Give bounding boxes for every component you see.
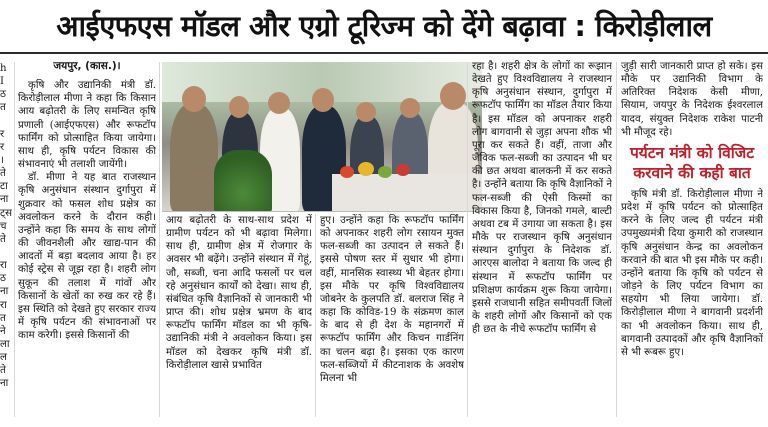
section-subheading: पर्यटन मंत्री को विजिट करवाने की कही बात	[629, 143, 755, 182]
edge-fragment-char: ठ	[0, 273, 6, 285]
edge-fragment-char: ते	[0, 168, 6, 180]
paragraph: कृषि और उद्यानिकी मंत्री डॉ. किरोड़ीलाल मीणा ने कहा कि किसान आय बढ़ोतरी के लिए समन्वित कृषि प्रणाली (आईएफएस) और रूफटॉप फार्मिंग को प्रोत्साहित किया जायेगा। साथ ही, कृषि पर्यटन विकास की संभावनाएं भी तलाशी जायेंगी।	[18, 80, 156, 171]
edge-fragment-char	[0, 115, 12, 128]
column-divider	[14, 62, 15, 417]
edge-fragment-char: ने	[0, 325, 6, 337]
edge-fragment-char: रा	[0, 260, 7, 272]
paragraph: जुड़ी सारी जानकारी प्राप्त हो सके। इस मौके पर उद्यानिकी विभाग के अतिरिक्त निदेशक केसी मीणा, सियाम, जयपुर के निदेशक ईश्वरलाल यादव, संयुक्त निदेशक राकेश पाटनी भी मौजूद रहे।	[621, 61, 763, 138]
edge-fragment-char: ते	[0, 233, 6, 245]
edge-fragment-char: ते	[0, 365, 6, 377]
edge-fragment-char: ।	[0, 154, 4, 166]
paragraph: आय बढ़ोतरी के साथ-साथ प्रदेश में ग्रामीण पर्यटन को भी बढ़ावा मिलेगा। साथ ही, ग्रामीण क्षेत्र में रोजगार के अवसर भी बढ़ेंगे। उन्होंने संस्थान में गेहूं, जौ, सब्जी, चना आदि फसलों पर चल रहे अनुसंधान कार्यों को देखा। साथ ही, संबंधित कृषि वैज्ञानिकों से जानकारी भी प्राप्त की। शोध प्रक्षेत्र भ्रमण के बाद रूफटॉप फार्मिंग मॉडल का भी कृषि-उद्यानिकी मंत्री ने अवलोकन किया। इस मॉडल को देखकर कृषि मंत्री डॉ. किरोड़ीलाल खासे प्रभावित	[166, 215, 312, 371]
edge-fragment-char: च	[0, 220, 7, 232]
article-column-3	[320, 214, 464, 417]
edge-fragment-char: र	[0, 141, 5, 153]
edge-fragment-char: त	[0, 102, 6, 114]
article-column-4	[472, 60, 612, 417]
edge-fragment-char: ट्स	[0, 207, 12, 219]
edge-fragment-char	[0, 246, 12, 259]
left-edge-fragment	[0, 62, 12, 417]
column-divider	[467, 62, 468, 417]
edge-fragment-char: ना	[0, 286, 9, 298]
edge-fragment-char: रा	[0, 299, 7, 311]
page-headline: आईएफएस मॉडल और एग्रो टूरिज्म को देंगे बढ़ावा : किरोड़ीलाल	[56, 9, 712, 43]
edge-fragment-char: ला	[0, 338, 10, 350]
edge-fragment-char: ना	[0, 378, 9, 390]
edge-fragment-char: ल	[0, 352, 7, 364]
edge-fragment-char: h	[0, 63, 7, 74]
paragraph: रहा है। शहरी क्षेत्र के लोगों का रूझान देखते हुए विश्वविद्यालय ने राजस्थान कृषि अनुसंधान संस्थान, दुर्गापुरा में रूफटॉप फार्मिंग का मॉडल तैयार किया है। इस मॉडल को अपनाकर शहरी लोग बागवानी से जुड़ा अपना शौक भी पूरा कर सकते हैं। वहीं, ताजा और जैविक फल-सब्जी का उत्पादन भी घर की छत अथवा बालकनी में कर सकते है। उन्होंने बताया कि कृषि वैज्ञानिकों ने फल-सब्जी की ऐसी किस्मों का विकास किया है, जिनको गमले, बाल्टी अथवा टब में उगाया जा सकता है। इस मौके पर राजस्थान कृषि अनुसंधान संस्थान दुर्गापुरा के निदेशक डॉ. आरएस बालोदा ने बताया कि जल्द ही संस्थान में रूफटॉप फार्मिंग पर प्रशिक्षण कार्यक्रम शुरू किया जायेगा। इससे राजधानी सहित समीपवर्ती जिलों के शहरी लोगों और किसानों को एक ही छत के नीचे रूफटॉप फार्मिंग से	[472, 61, 612, 336]
article-column-1	[18, 60, 156, 417]
article-column-2	[166, 214, 312, 417]
edge-fragment-char: र	[0, 128, 5, 140]
paragraph: डॉ. मीणा ने यह बात राजस्थान कृषि अनुसंधान संस्थान दुर्गापुरा में शुक्रवार को फसल शोध प्रक्षेत्र का अवलोकन करने के दौरान कही। उन्होंने कहा कि समय के साथ लोगों की जीवनशैली और खाद्य-पान की आदतों में बड़ा बदलाव आया है। हर कोई स्ट्रेस से जूझ रहा है। शहरी लोग सुकून की तलाश में गांवों और किसानों के खेतों का रुख कर रहे हैं। इस स्थिति को देखते हुए सरकार राज्य में कृषि पर्यटन की संभावनाओं पर काम करेगी। इससे किसानों की	[18, 172, 156, 342]
column-divider	[616, 62, 617, 417]
headline-rule	[0, 52, 768, 54]
article-column-5	[621, 60, 763, 417]
dateline: जयपुर, (कास.)।	[53, 60, 121, 72]
paragraph: कृषि मंत्री डॉ. किरोड़ीलाल मीणा ने प्रदेश में कृषि पर्यटन को प्रोत्साहित करने के लिए जल्द ही पर्यटन मंत्री उपमुख्यमंत्री दिया कुमारी को राजस्थान कृषि अनुसंधान केन्द्र का अवलोकन करवाने की बात भी इस मौके पर कही। उन्होंने बताया कि कृषि को पर्यटन से जोड़ने के लिए पर्यटन विभाग का सहयोग भी लिया जायेगा। डॉ. किरोड़ीलाल मीणा ने बागवानी प्रदर्शनी का भी अवलोकन किया। साथ ही, बागवानी उत्पादकों और कृषि वैज्ञानिकों से भी रूबरू हुए।	[621, 188, 763, 358]
news-photo	[162, 62, 482, 212]
paragraph: हुए। उन्होंने कहा कि रूफटॉप फार्मिंग को अपनाकर शहरी लोग रसायन मुक्त फल-सब्जी का उत्पादन ले सकते हैं। इससे पोषण स्तर में सुधार भी होगा। वहीं, मानसिक स्वास्थ्य भी बेहतर होगा। इस मौके पर कृषि विश्वविद्यालय जोबनेर के कुलपति डॉ. बलराज सिंह ने कहा कि कोविड-19 के संक्रमण काल के बाद से ही देश के महानगरों में रूफटॉप फार्मिंग और किचन गार्डनिंग का चलन बढ़ा है। इसका एक कारण फल-सब्जियों में कीटनाशक के अवशेष मिलना भी	[320, 215, 464, 384]
edge-fragment-char: I	[0, 76, 5, 88]
edge-fragment-char: ठ	[0, 89, 6, 101]
edge-fragment-char: त	[0, 312, 6, 324]
column-divider	[315, 214, 316, 417]
edge-fragment-char: टा	[0, 181, 8, 193]
column-divider	[159, 62, 160, 417]
edge-fragment-char: ना	[0, 194, 9, 206]
